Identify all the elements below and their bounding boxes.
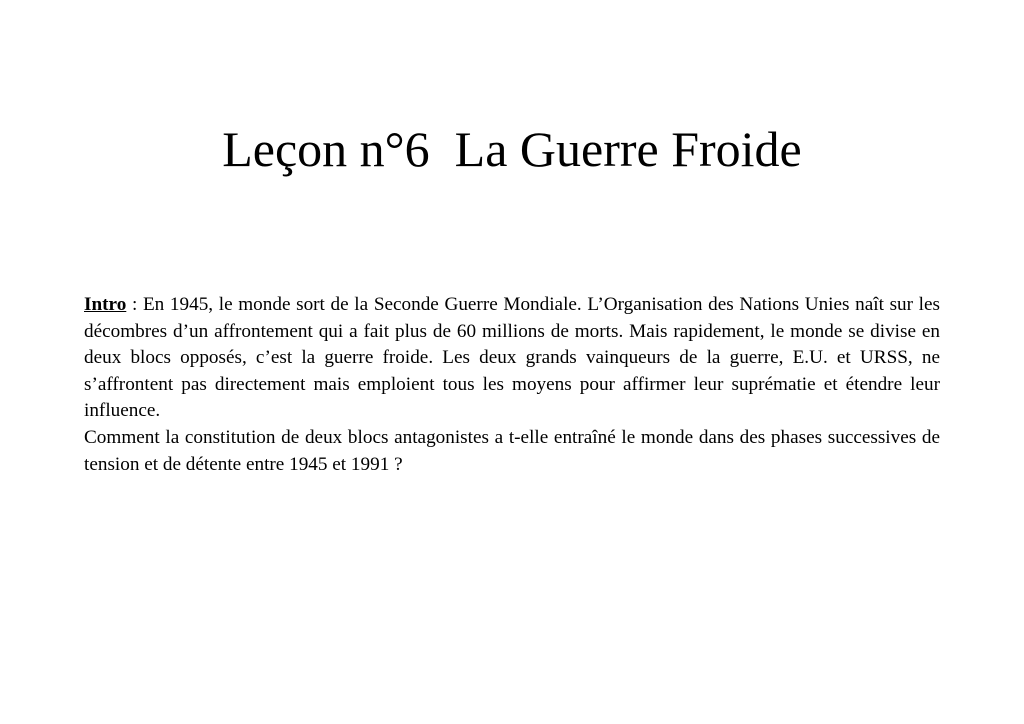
intro-paragraph — [84, 292, 940, 425]
intro-label: Intro — [84, 294, 127, 315]
problematique-paragraph: Comment la constitution de deux blocs antagonistes a t-elle entraîné le monde dans des phases successives de tension et de détente entre 1945 et 1991 ? — [84, 426, 940, 475]
page-title: Leçon n°6 La Guerre Froide — [222, 121, 802, 177]
intro-text: En 1945, le monde sort de la Seconde Guerre Mondiale. L’Organisation des Nations Unies naît sur les décombres d’un affrontement qui a fait plus de 60 millions de morts. Mais rapidement, le monde se divise en deux blocs opposés, c’est la guerre froide. Les deux grands vainqueurs de la guerre, E.U. et URSS, ne s’affrontent pas directement mais emploient tous les moyens pour affirmer leur suprématie et étendre leur influence. — [84, 294, 940, 422]
intro-section — [84, 292, 940, 478]
intro-separator: : — [126, 294, 143, 315]
